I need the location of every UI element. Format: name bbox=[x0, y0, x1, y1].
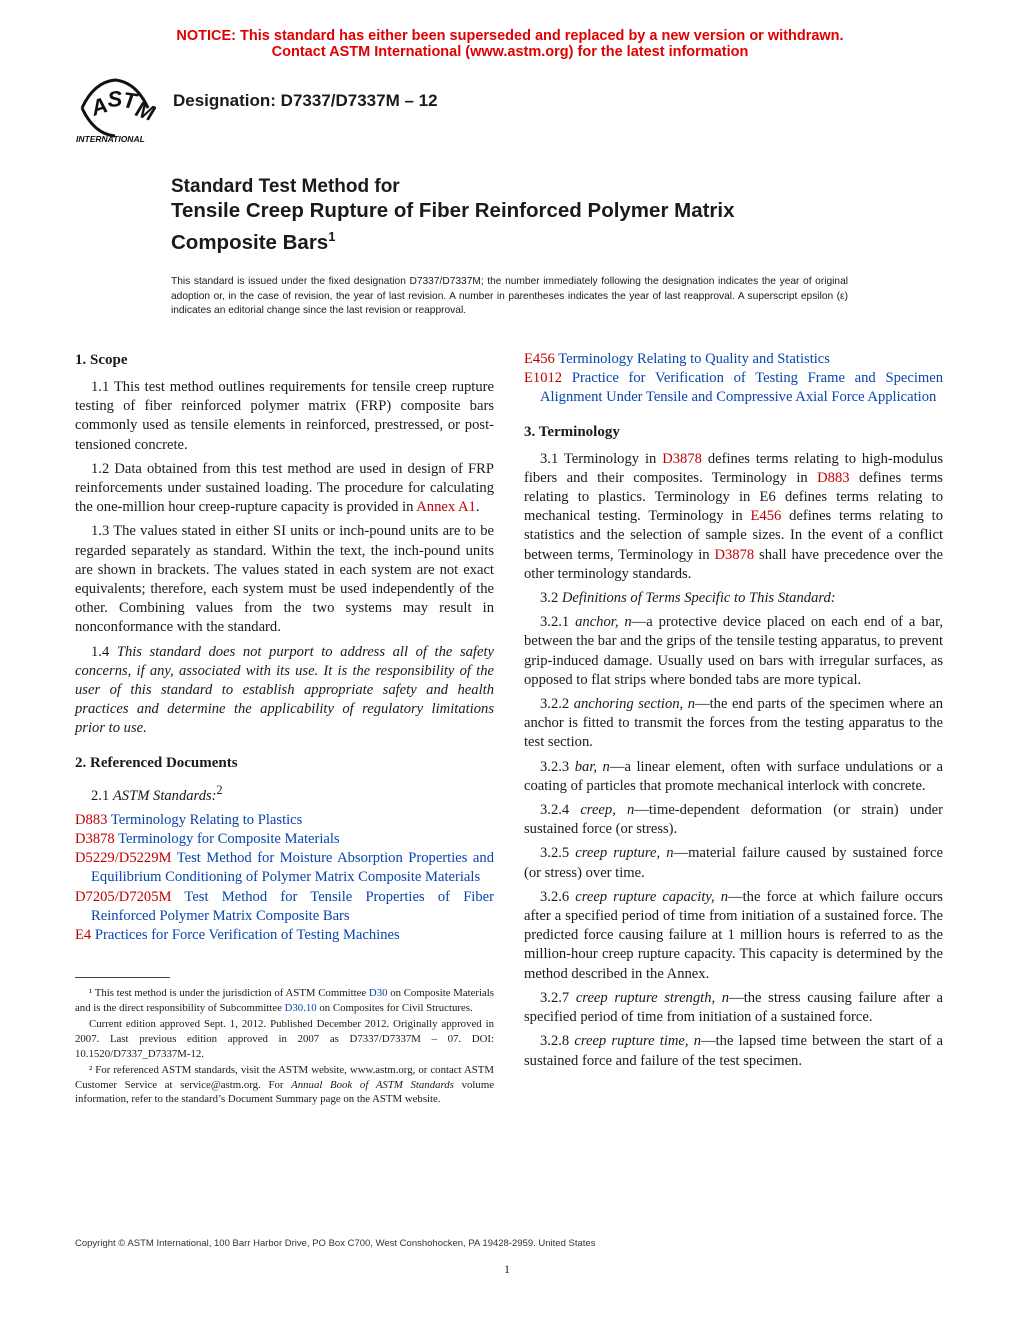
paragraph-1-3: 1.3 The values stated in either SI units or inch-pound units are to be regarded separately as standard. Within the text, the inch-pound units are shown in brackets. The values stated in each system are not exact equivalents; therefore, each system must be used independently of the other. Combining values from the two systems may result in nonconformance with the standard. bbox=[75, 523, 494, 636]
reference-title-link[interactable]: Test Method for Tensile Properties of Fiber Reinforced Polymer Matrix Composite Bars bbox=[91, 888, 494, 924]
designation: Designation: D7337/D7337M – 12 bbox=[173, 91, 438, 110]
withdrawal-notice bbox=[0, 28, 1020, 60]
reference-item bbox=[75, 849, 494, 887]
subcommittee-d3010-link[interactable]: D30.10 bbox=[284, 1001, 317, 1014]
definition-3-2-5: 3.2.5 creep rupture, n—material failure caused by sustained force (or stress) over time. bbox=[524, 845, 944, 881]
reference-item bbox=[75, 888, 494, 926]
section-heading-terminology: 3. Terminology bbox=[524, 423, 620, 440]
definition-3-2-6: 3.2.6 creep rupture capacity, n—the force at which failure occurs after a specified period of time from initiation of a sustained force. The predicted force causing failure at 1 million hours is referred to as the million-hour creep rupture capacity. This capacity is determined by the method described in the Annex. bbox=[524, 888, 943, 982]
reference-item bbox=[524, 350, 943, 369]
notice-line-2: Contact ASTM International (www.astm.org) for the latest information bbox=[271, 44, 749, 60]
footnote-1: ¹ This test method is under the jurisdiction of ASTM Committee D30 on Composite Materials and is the direct responsibility of Subcommittee D30.10 on Composites for Civil Structures. bbox=[75, 987, 494, 1014]
reference-item bbox=[75, 926, 494, 945]
title-line-3: Composite Bars$^1$ bbox=[171, 229, 336, 254]
reference-code-link[interactable]: E456 bbox=[524, 351, 555, 367]
reference-title-link[interactable]: Practices for Force Verification of Testing Machines bbox=[91, 926, 400, 943]
paragraph-2-1: 2.1 ASTM Standards:$^2$ bbox=[91, 782, 223, 804]
reference-code-link[interactable]: D7205/D7205M bbox=[75, 888, 172, 905]
annex-a1-link[interactable]: Annex A1 bbox=[416, 499, 476, 516]
definition-3-2-1: 3.2.1 anchor, n—a protective device placed on each end of a bar, between the bar and the grips of the tensile testing apparatus, to prevent grip-induced damage. Usually used on bars with irregular surfaces, as opposed to flat strips where bonded tabs are more typical. bbox=[524, 614, 943, 688]
svg-text:A: A bbox=[87, 92, 111, 121]
d883-link[interactable]: D883 bbox=[817, 469, 850, 486]
definition-3-2-7: 3.2.7 creep rupture strength, n—the stress causing failure after a specified period of time from initiation of a sustained force. bbox=[524, 989, 943, 1026]
svg-text:S: S bbox=[106, 86, 124, 112]
definition-3-2-8: 3.2.8 creep rupture time, n—the lapsed time between the start of a sustained force and failure of the test specimen. bbox=[524, 1033, 944, 1069]
paragraph-3-2: 3.2 Definitions of Terms Specific to This Standard: bbox=[540, 590, 836, 607]
definition-3-2-4: 3.2.4 creep, n—time-dependent deformation (or strain) under sustained force (or stress). bbox=[524, 802, 944, 838]
reference-item bbox=[75, 830, 494, 849]
right-column bbox=[524, 350, 943, 1076]
left-column bbox=[75, 350, 494, 1109]
definition-3-2-3: 3.2.3 bar, n—a linear element, often with surface undulations or a coating of particles that promote mechanical interlock with concrete. bbox=[524, 758, 943, 794]
d3878-link[interactable]: D3878 bbox=[714, 546, 755, 563]
reference-title-link[interactable]: Terminology for Composite Materials bbox=[114, 830, 340, 847]
reference-code-link[interactable]: E4 bbox=[75, 926, 92, 943]
paragraph-1-4: 1.4 This standard does not purport to address all of the safety concerns, if any, associated with its use. It is the responsibility of the user of this standard to establish appropriate safety and health practices and determine the applicability of regulatory limitations prior to use. bbox=[75, 643, 494, 737]
svg-text:T: T bbox=[121, 87, 139, 114]
e456-link[interactable]: E456 bbox=[750, 508, 782, 525]
footnote-edition: Current edition approved Sept. 1, 2012. Published December 2012. Originally approved in 2007. Last previous edition approved in 2007 as D7337/D7337M – 07. DOI: 10.1520/D7337_D7337M-12. bbox=[75, 1018, 494, 1060]
paragraph-3-1: 3.1 Terminology in D3878 defines terms relating to high-modulus fibers and their composites. Terminology in D883 defines terms relating to plastics. Terminology in E6 defines terms relating to mechanical testing. Terminology in E456 defines terms relating to statistics and the selection of sample sizes. In the event of a conflict between terms, Terminology in D3878 shall have precedence over the other terminology standards. bbox=[524, 450, 943, 582]
astm-logo-icon bbox=[74, 76, 156, 144]
copyright-footer: Copyright © ASTM International, 100 Barr Harbor Drive, PO Box C700, West Conshohocken, PA 19428-2959. United States bbox=[75, 1238, 596, 1249]
standard-issue-note: This standard is issued under the fixed designation D7337/D7337M; the number immediately following the designation indicates the year of original adoption or, in the case of revision, the year of last revision. A number in parentheses indicates the year of last reapproval. A superscript epsilon (ε) indicates an editorial change since the last revision or reapproval. bbox=[171, 276, 848, 317]
reference-code-link[interactable]: D883 bbox=[75, 811, 108, 828]
svg-text:INTERNATIONAL: INTERNATIONAL bbox=[76, 134, 145, 144]
d3878-link[interactable]: D3878 bbox=[662, 450, 702, 467]
footnote-divider bbox=[75, 977, 170, 978]
reference-code-link[interactable]: D3878 bbox=[75, 830, 115, 847]
reference-title-link[interactable]: Test Method for Moisture Absorption Properties and Equilibrium Conditioning of Polymer Matrix Composite Materials bbox=[91, 850, 494, 886]
reference-title-link[interactable]: Practice for Verification of Testing Frame and Specimen Alignment Under Tensile and Compressive Axial Force Application bbox=[540, 370, 943, 406]
committee-d30-link[interactable]: D30 bbox=[368, 987, 388, 1000]
title-line-2: Tensile Creep Rupture of Fiber Reinforced Polymer Matrix bbox=[171, 199, 735, 222]
reference-item bbox=[75, 811, 494, 830]
reference-title-link[interactable]: Terminology Relating to Quality and Statistics bbox=[554, 351, 830, 367]
definition-3-2-2: 3.2.2 anchoring section, n—the end parts of the specimen where an anchor is fitted to transmit the forces from the testing apparatus to the test section. bbox=[524, 696, 943, 751]
page-number: 1 bbox=[504, 1262, 510, 1276]
paragraph-1-2: 1.2 Data obtained from this test method are used in design of FRP reinforcements under sustained loading. The procedure for calculating the one-million hour creep-rupture capacity is provided in Annex A1. bbox=[75, 460, 494, 516]
section-heading-referenced-documents: 2. Referenced Documents bbox=[75, 754, 238, 771]
footnote-2: ² For referenced ASTM standards, visit the ASTM website, www.astm.org, or contact ASTM Customer Service at service@astm.org. For Annual Book of ASTM Standards volume information, refer to the standard’s Document Summary page on the ASTM website. bbox=[75, 1064, 495, 1106]
reference-code-link[interactable]: E1012 bbox=[524, 370, 563, 387]
paragraph-1-1: 1.1 This test method outlines requirements for tensile creep rupture testing of fiber reinforced polymer matrix (FRP) composite bars commonly used as tensile elements in reinforced, prestressed, or post-tensioned concrete. bbox=[75, 379, 494, 453]
section-heading-scope: 1. Scope bbox=[75, 352, 128, 368]
astm-logo bbox=[74, 76, 156, 144]
reference-code-link[interactable]: D5229/D5229M bbox=[75, 850, 172, 867]
title-line-1: Standard Test Method for bbox=[171, 176, 400, 197]
document-title bbox=[171, 176, 891, 256]
reference-title-link[interactable]: Terminology Relating to Plastics bbox=[107, 811, 303, 828]
svg-text:M: M bbox=[132, 96, 156, 126]
notice-line-1: NOTICE: This standard has either been superseded and replaced by a new version or withdrawn. bbox=[176, 28, 844, 44]
reference-item bbox=[524, 369, 943, 407]
